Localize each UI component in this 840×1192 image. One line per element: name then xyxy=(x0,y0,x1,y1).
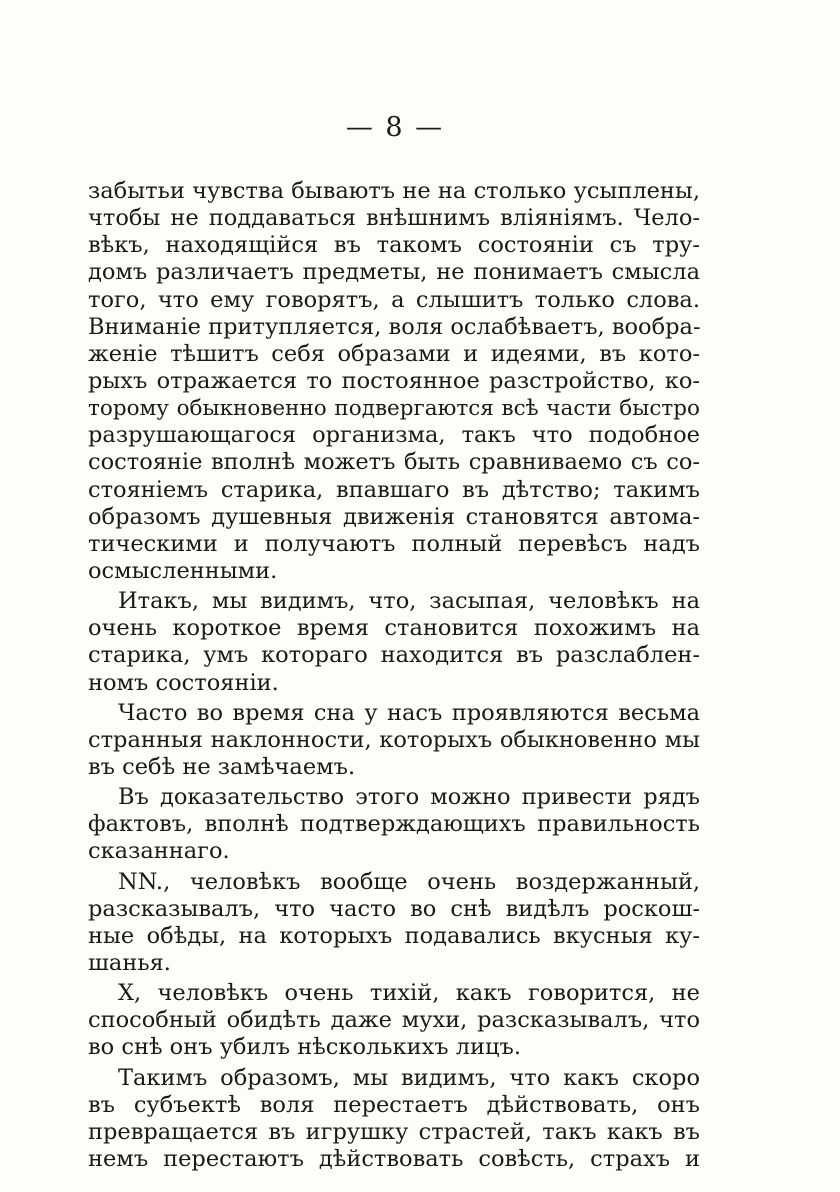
text-line: номъ состояніи. xyxy=(88,669,279,696)
text-line: домъ различаетъ предметы, не понимаетъ смысла xyxy=(88,259,700,286)
text-line: въ субъектѣ воля перестаетъ дѣйствовать, онъ xyxy=(88,1091,700,1118)
text-line: Въ доказательство этого можно привести рядъ xyxy=(118,784,700,811)
text-line: немъ перестаютъ дѣйствовать совѣсть, страхъ и xyxy=(88,1145,700,1172)
text-line: стояніемъ старика, впавшаго въ дѣтство; такимъ xyxy=(88,476,700,503)
text-line: тическими и получаютъ полный перевѣсъ надъ xyxy=(88,530,700,557)
text-line: вѣкъ, находящійся въ такомъ состояніи съ тру- xyxy=(88,232,700,259)
text-line: NN., человѣкъ вообще очень воздержанный, xyxy=(118,868,700,895)
text-line: Итакъ, мы видимъ, что, засыпая, человѣкъ на xyxy=(118,588,700,615)
text-line: женіе тѣшитъ себя образами и идеями, въ кото- xyxy=(88,340,700,367)
text-line: во снѣ онъ убилъ нѣсколькихъ лицъ. xyxy=(88,1034,521,1061)
text-line: забытьи чувства бываютъ не на столько усыплены, xyxy=(88,178,700,204)
text-line: разсказывалъ, что часто во снѣ видѣлъ роскош- xyxy=(88,895,700,922)
page-number: — 8 — xyxy=(345,112,445,143)
text-line: способный обидѣть даже мухи, разсказывалъ, что xyxy=(88,1007,700,1034)
text-line: въ себѣ не замѣчаемъ. xyxy=(88,753,356,780)
text-line: превращается въ игрушку страстей, такъ какъ въ xyxy=(88,1118,700,1145)
text-line: разрушающагося организма, такъ что подобное xyxy=(88,422,700,449)
text-line: странныя наклонности, которыхъ обыкновенно мы xyxy=(88,726,700,753)
text-line: фактовъ, вполнѣ подтверждающихъ правильность xyxy=(88,811,700,838)
text-line: очень короткое время становится похожимъ на xyxy=(88,615,700,642)
text-line: старика, умъ котораго находится въ разслаблен- xyxy=(88,642,700,669)
text-line: состояніе вполнѣ можетъ быть сравниваемо съ со- xyxy=(88,449,700,476)
text-line: того, что ему говорятъ, а слышитъ только слова. xyxy=(88,286,700,313)
text-line: образомъ душевныя движенія становятся автома- xyxy=(88,503,700,530)
text-line: Вниманіе притупляется, воля ослабѣваетъ, вообра- xyxy=(88,313,701,340)
text-line: чтобы не поддаваться внѣшнимъ вліяніямъ. Чело- xyxy=(88,205,700,232)
text-line: сказаннаго. xyxy=(88,838,230,865)
text-line: шанья. xyxy=(88,949,171,976)
text-line: Часто во время сна у насъ проявляются весьма xyxy=(118,699,700,726)
text-line: Такимъ образомъ, мы видимъ, что какъ скоро xyxy=(118,1064,700,1091)
text-line: торому обыкновенно подвергаются всѣ части быстро xyxy=(88,396,700,422)
text-line: рыхъ отражается то постоянное разстройство, ко- xyxy=(88,367,700,394)
body-text xyxy=(88,178,700,1173)
text-line: осмысленными. xyxy=(88,557,278,584)
text-line: X, человѣкъ очень тихій, какъ говорится, не xyxy=(118,980,700,1007)
text-line: ные обѣды, на которыхъ подавались вкусныя ку- xyxy=(88,922,700,949)
